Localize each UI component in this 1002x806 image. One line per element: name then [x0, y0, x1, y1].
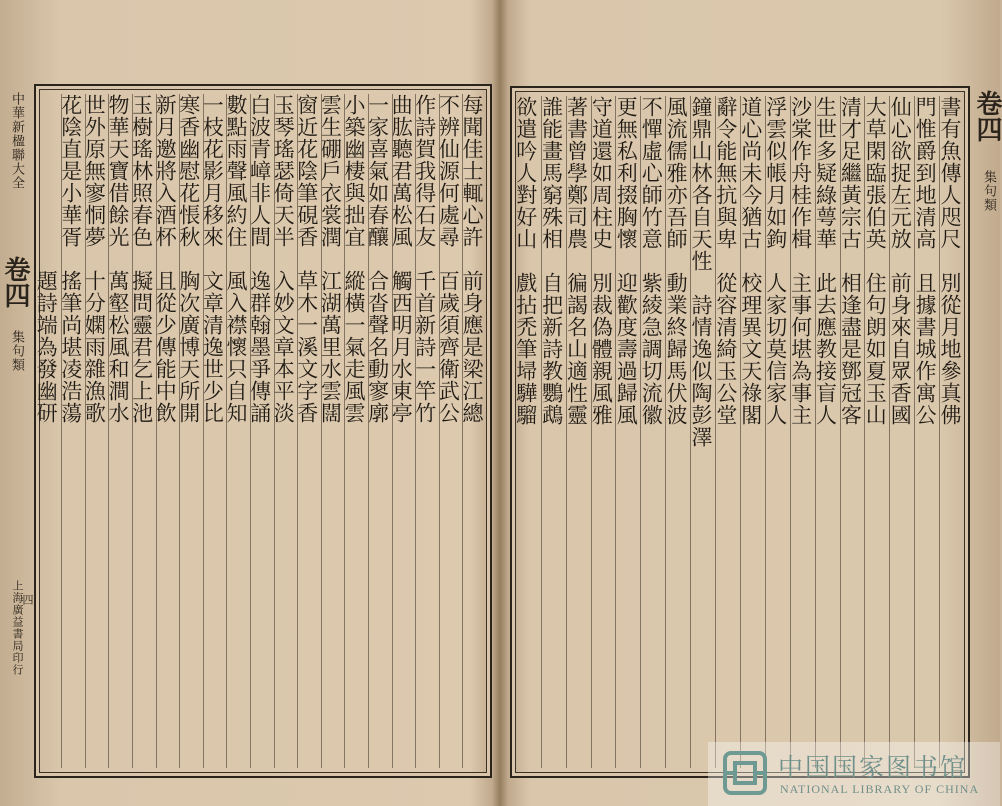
text-column: 每聞佳士輒心許 前身應是梁江總	[462, 94, 487, 768]
library-logo-icon	[722, 750, 768, 796]
text-column: 大草閑臨張伯英 住句朗如夏玉山	[864, 96, 890, 768]
text-column: 風流儒雅亦吾師 動業終歸馬伏波	[665, 96, 691, 768]
text-column: 浮雲似帳月如鉤 人家切莫信家人	[765, 96, 791, 768]
book-title-margin: 中華新楹聯大全	[9, 92, 24, 190]
text-column: 物華天寶借餘光 萬壑松風和澗水	[108, 94, 133, 768]
text-column: 數點雨聲風約住 風入襟懷只自知	[226, 94, 251, 768]
text-column: 道心尚未今猶古 校理異文天祿閣	[740, 96, 766, 768]
text-column: 不辨仙源何處尋 百歲須齊衛武公	[439, 94, 464, 768]
text-column: 鐘鼎山林各自天性 詩情逸似陶彭澤	[690, 96, 716, 768]
text-column: 欲遣吟人對好山 戲拈禿筆埽驊騮	[513, 96, 538, 426]
library-name-cn: 中国国家图书馆	[778, 754, 968, 782]
text-column: 玉琴瑤瑟倚天半 入妙文章本平淡	[274, 94, 299, 768]
text-column: 不憚虛心師竹意 紫綾急調切流徽	[640, 96, 666, 768]
text-column: 題詩端為發幽研	[34, 94, 59, 424]
library-watermark	[708, 742, 1000, 806]
text-column: 窗近花陰筆硯香 草木一溪文字香	[297, 94, 322, 768]
text-column: 書有魚傳人咫尺 別從月地參真佛	[939, 96, 965, 768]
text-column: 花陰直是小華胥 搖筆尚堪凌浩蕩	[61, 94, 86, 768]
text-column: 一家喜氣如春釀 合沓聲名動寥廓	[368, 94, 393, 768]
publisher-margin: 上海廣益書局印行	[11, 580, 24, 676]
text-column: 白波青嶂非人間 逸群翰墨爭傳誦	[250, 94, 275, 768]
section-label-right: 集句類	[981, 170, 996, 212]
text-column: 門惟爵到地清高 且據書城作寓公	[914, 96, 940, 768]
text-column: 仙心欲捉左元放 前身來自眾香國	[889, 96, 915, 768]
text-column: 作詩賀我得石友 千首新詩一竿竹	[415, 94, 440, 768]
text-column: 著書曾學鄭司農 徧謁名山適性靈	[566, 96, 592, 768]
left-text-frame	[34, 84, 492, 778]
text-column: 誰能畫馬窮殊相 自把新詩教鸚鵡	[541, 96, 567, 768]
text-column: 清才足繼黃宗古 相逢盡是鄧冠客	[840, 96, 866, 768]
juan-label-right: 卷四	[972, 90, 1002, 142]
text-column: 曲肱聽君萬松風 觸西明月水東亭	[392, 94, 417, 768]
text-column: 沙棠作舟桂作楫 主事何堪為事主	[790, 96, 816, 768]
text-column: 寒香幽慰花悵秋 胸次廣博天所開	[179, 94, 204, 768]
text-column: 守道還如周柱史 別裁偽體親風雅	[591, 96, 617, 768]
text-column: 小築幽棲與拙宜 縱橫一氣走風雲	[344, 94, 369, 768]
right-page	[502, 0, 1000, 806]
text-column: 世外原無寥恫夢 十分嫻雨雜漁歌	[85, 94, 110, 768]
text-column: 辭令能無抗與卑 從容清綺玉公堂	[715, 96, 741, 768]
library-name-en: NATIONAL LIBRARY OF CHINA	[780, 782, 980, 796]
text-column: 更無私利掇胸懷 迎歡度壽過歸風	[615, 96, 641, 768]
text-column: 玉樹瑤林照春色 擬問靈君乞上池	[132, 94, 157, 768]
text-column: 雲生硼戶衣裳潤 江湖萬里水雲闊	[321, 94, 346, 768]
juan-label-left: 卷四	[0, 256, 30, 308]
text-column: 一枝花影月移來 文章清逸世少比	[203, 94, 228, 768]
page-number: 四	[21, 594, 34, 605]
left-page	[0, 0, 498, 806]
text-column: 生世多疑綠萼華 此去應教接盲人	[815, 96, 841, 768]
right-text-frame	[510, 86, 970, 778]
text-column: 新月邀將入酒杯 且從少傳能中飲	[156, 94, 181, 768]
section-label-left: 集句類	[9, 330, 24, 372]
